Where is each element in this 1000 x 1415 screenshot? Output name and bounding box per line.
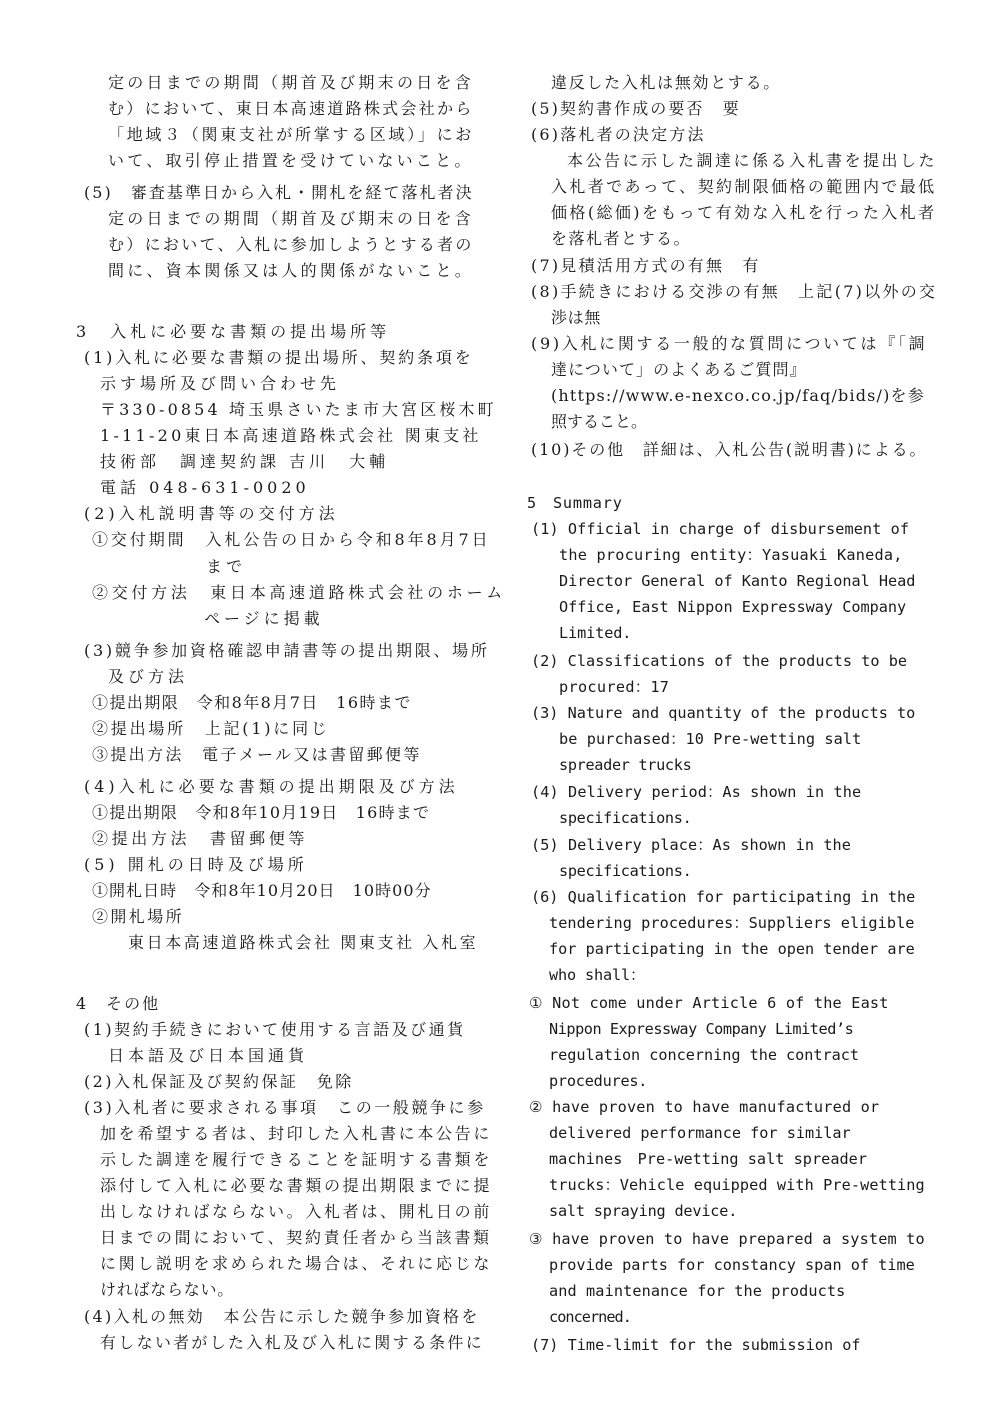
text-line: regulation concerning the contract — [549, 1046, 859, 1064]
text-line: (1)入札に必要な書類の提出場所、契約条項を — [84, 348, 474, 367]
text-line: 本公告に示した調達に係る入札書を提出した — [567, 151, 938, 170]
text-line: 有しない者がした入札及び入札に関する条件に — [100, 1333, 485, 1352]
text-line: (6) Qualification for participating in the — [531, 888, 916, 906]
text-line: む）において、東日本高速道路株式会社から — [108, 99, 474, 118]
text-line: delivered performance for similar — [549, 1124, 851, 1142]
text-line: specifications. — [559, 809, 692, 827]
text-line: ② have proven to have manufactured or — [529, 1098, 880, 1116]
text-line: ②交付方法 東日本高速道路株式会社のホーム — [92, 583, 507, 602]
text-line: む）において、入札に参加しようとする者の — [108, 235, 474, 254]
text-line: (10)その他 詳細は、入札公告(説明書)による。 — [531, 440, 928, 459]
text-line: machines Pre-wetting salt spreader — [549, 1150, 868, 1168]
text-line: ページに掲載 — [204, 609, 324, 628]
text-line: (3)競争参加資格確認申請書等の提出期限、場所 — [84, 641, 490, 660]
text-line: ②開札場所 — [92, 907, 185, 926]
text-line: (https://www.e-nexco.co.jp/faq/bids/)を参 — [551, 386, 925, 405]
text-line: (2) Classifications of the products to be — [531, 652, 908, 670]
text-line: specifications. — [559, 862, 692, 880]
text-line: (7)見積活用方式の有無 有 — [531, 256, 761, 275]
text-line: (5) Delivery place：As shown in the — [531, 836, 852, 854]
text-line: ①提出期限 令和8年10月19日 16時まで — [92, 803, 431, 822]
text-line: 1-11-20東日本高速道路株式会社 関東支社 — [100, 426, 482, 445]
text-line: Office, East Nippon Expressway Company — [559, 598, 907, 616]
text-line: ① Not come under Article 6 of the East — [529, 994, 889, 1012]
text-line: 日本語及び日本国通貨 — [108, 1046, 309, 1065]
text-line: ①交付期間 入札公告の日から令和8年8月7日 — [92, 530, 491, 549]
text-line: Director General of Kanto Regional Head — [559, 572, 916, 590]
text-line: (5) 審査基準日から入札・開札を経て落札者決 — [84, 183, 474, 202]
text-line: procedures. — [549, 1072, 648, 1090]
text-line: 加を希望する者は、封印した入札書に本公告に — [100, 1124, 493, 1143]
text-line: 及び方法 — [108, 667, 189, 686]
text-line: 日までの間において、契約責任者から当該書類 — [100, 1228, 492, 1247]
text-line: 定の日までの期間（期首及び期末の日を含 — [108, 73, 475, 92]
text-line: 示した調達を履行できることを証明する書類を — [100, 1150, 493, 1169]
text-line: まで — [206, 557, 247, 576]
text-line: 添付して入札に必要な書類の提出期限までに提 — [100, 1176, 493, 1195]
text-line: procured：17 — [559, 678, 670, 696]
text-line: いて、取引停止措置を受けていないこと。 — [108, 151, 474, 170]
text-line: ③提出方法 電子メール又は書留郵便等 — [92, 745, 422, 764]
text-line: tendering procedures：Suppliers eligible — [549, 914, 915, 932]
text-line: and maintenance for the products — [549, 1282, 846, 1300]
text-line: (4) Delivery period：As shown in the — [531, 783, 862, 801]
text-line: (5) 開札の日時及び場所 — [84, 855, 308, 874]
text-line: ①開札日時 令和8年10月20日 10時00分 — [92, 881, 432, 900]
text-line: 示す場所及び問い合わせ先 — [100, 374, 341, 393]
text-line: 東日本高速道路株式会社 関東支社 入札室 — [128, 933, 479, 952]
text-line: ②提出方法 書留郵便等 — [92, 829, 309, 848]
text-line: (6)落札者の決定方法 — [531, 125, 706, 144]
text-line: provide parts for constancy span of time — [549, 1256, 915, 1274]
text-line: Nippon Expressway Company Limited’s — [549, 1020, 854, 1038]
text-line: (1) Official in charge of disbursement of — [531, 520, 910, 538]
text-line: (3) Nature and quantity of the products to — [531, 704, 916, 722]
text-line: the procuring entity：Yasuaki Kaneda, — [559, 546, 903, 564]
text-line: 違反した入札は無効とする。 — [551, 73, 782, 92]
text-line: ①提出期限 令和8年8月7日 16時まで — [92, 693, 412, 712]
text-line: ければならない。 — [100, 1280, 235, 1299]
text-line: 4 その他 — [76, 994, 161, 1013]
text-line: 電話 048-631-0020 — [100, 478, 310, 497]
text-line: (2)入札保証及び契約保証 免除 — [84, 1072, 354, 1091]
text-line: (7) Time-limit for the submission of — [531, 1336, 861, 1354]
text-line: 出しなければならない。入札者は、開札日の前 — [100, 1202, 493, 1221]
text-line: (2)入札説明書等の交付方法 — [84, 504, 339, 523]
text-line: を落札者とする。 — [551, 229, 692, 248]
text-line: 「地域３（関東支社が所掌する区域）」にお — [108, 125, 475, 144]
text-line: concerned. — [549, 1308, 631, 1326]
text-line: 技術部 調達契約課 吉川 大輔 — [100, 452, 390, 471]
text-line: 照すること。 — [551, 412, 648, 431]
text-line: trucks：Vehicle equipped with Pre-wetting — [549, 1176, 925, 1194]
text-line: 価格(総価)をもって有効な入札を行った入札者 — [551, 203, 937, 222]
text-line: (4)入札に必要な書類の提出期限及び方法 — [84, 777, 459, 796]
text-line: 入札者であって、契約制限価格の範囲内で最低 — [551, 177, 937, 196]
text-line: 渉は無 — [551, 308, 602, 327]
text-line: 3 入札に必要な書類の提出場所等 — [76, 322, 391, 341]
text-line: 定の日までの期間（期首及び期末の日を含 — [108, 209, 475, 228]
text-line: (8)手続きにおける交渉の有無 上記(7)以外の交 — [531, 282, 938, 301]
text-line: 5 Summary — [527, 494, 623, 512]
text-line: に関し説明を求められた場合は、それに応じな — [100, 1254, 493, 1273]
text-line: 間に、資本関係又は人的関係がないこと。 — [108, 261, 475, 280]
text-line: ②提出場所 上記(1)に同じ — [92, 719, 330, 738]
text-line: 〒330-0854 埼玉県さいたま市大宮区桜木町 — [100, 400, 497, 419]
text-line: salt spraying device. — [549, 1202, 738, 1220]
text-line: ③ have proven to have prepared a system to — [529, 1230, 925, 1248]
text-line: spreader trucks — [559, 756, 692, 774]
text-line: Limited. — [559, 624, 632, 642]
text-line: (1)契約手続きにおいて使用する言語及び通貨 — [84, 1020, 466, 1039]
text-line: be purchased：10 Pre-wetting salt — [559, 730, 862, 748]
text-line: (5)契約書作成の要否 要 — [531, 99, 741, 118]
text-line: (4)入札の無効 本公告に示した競争参加資格を — [84, 1307, 480, 1326]
text-line: for participating in the open tender are — [549, 940, 915, 958]
text-line: (9)入札に関する一般的な質問については『「調 — [531, 334, 928, 353]
text-line: who shall： — [549, 966, 645, 984]
text-line: 達について」のよくあるご質問』 — [551, 360, 807, 379]
text-line: (3)入札者に要求される事項 この一般競争に参 — [84, 1098, 486, 1117]
